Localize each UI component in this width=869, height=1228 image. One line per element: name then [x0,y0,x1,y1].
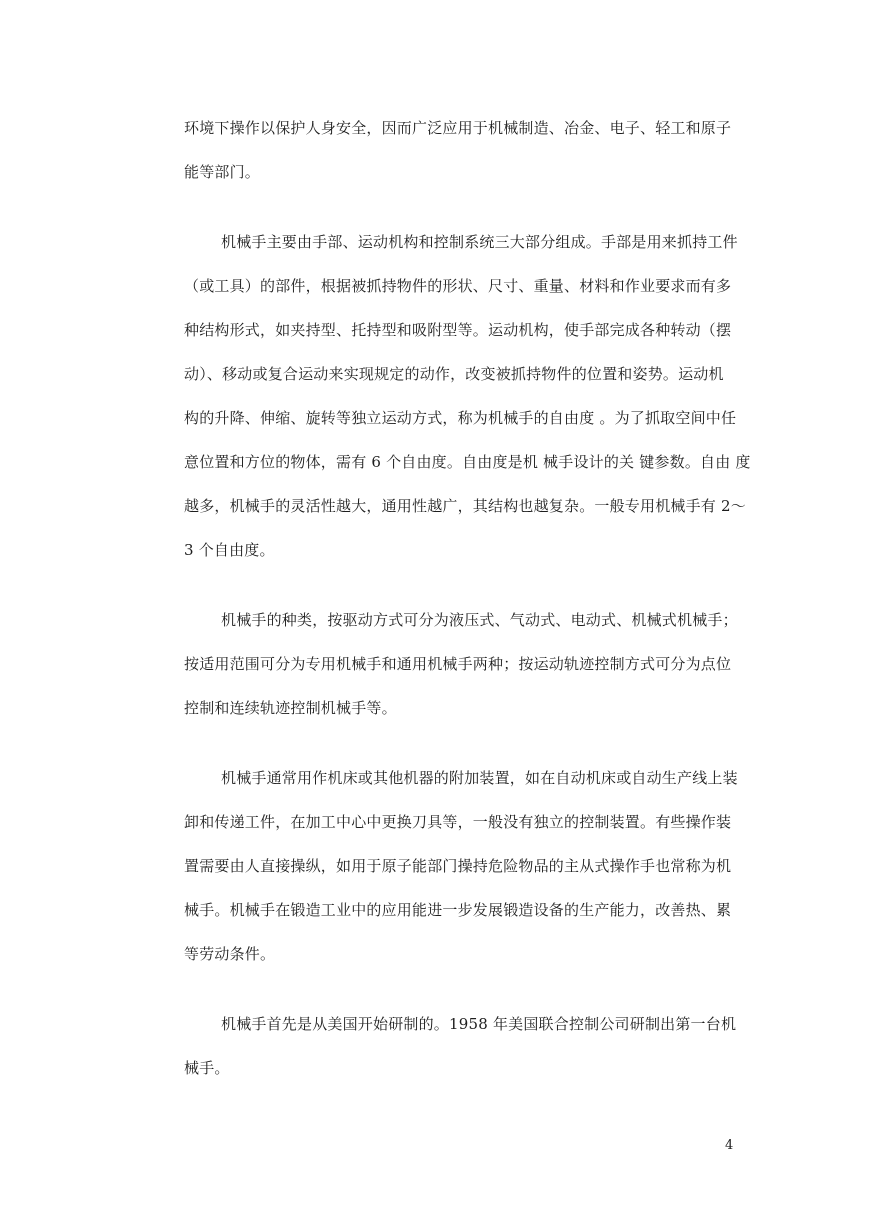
paragraph-2-line-4: 动）、移动或复合运动来实现规定的动作，改变被抓持物件的位置和姿势。运动机 [184,365,724,383]
paragraph-2-line-3: 种结构形式，如夹持型、托持型和吸附型等。运动机构，使手部完成各种转动（摆 [184,321,732,339]
paragraph-4-line-1: 机械手通常用作机床或其他机器的附加装置，如在自动机床或自动生产线上装 [221,769,738,787]
paragraph-4-line-2: 卸和传递工件，在加工中心中更换刀具等，一般没有独立的控制装置。有些操作装 [184,813,732,831]
paragraph-4-line-3: 置需要由人直接操纵，如用于原子能部门操持危险物品的主从式操作手也常称为机 [184,857,732,875]
paragraph-4-line-5: 等劳动条件。 [184,945,276,963]
paragraph-2-line-6: 意位置和方位的物体，需有 6 个自由度。自由度是机 械手设计的关 键参数。自由 度 [184,453,751,471]
paragraph-2-line-2: （或工具）的部件，根据被抓持物件的形状、尺寸、重量、材料和作业要求而有多 [184,277,732,295]
paragraph-4-line-4: 械手。机械手在锻造工业中的应用能进一步发展锻造设备的生产能力，改善热、累 [184,901,732,919]
page-number: 4 [725,1138,734,1153]
paragraph-1-line-1: 环境下操作以保护人身安全，因而广泛应用于机械制造、冶金、电子、轻工和原子 [184,119,732,137]
paragraph-2-line-8: 3 个自由度。 [184,541,275,559]
paragraph-5-line-2: 械手。 [184,1059,230,1077]
paragraph-2-line-7: 越多，机械手的灵活性越大，通用性越广，其结构也越复杂。一般专用机械手有 2～ [184,497,746,515]
paragraph-2-line-1: 机械手主要由手部、运动机构和控制系统三大部分组成。手部是用来抓持工件 [221,233,738,251]
paragraph-3-line-1: 机械手的种类，按驱动方式可分为液压式、气动式、电动式、机械式机械手； [221,611,738,629]
paragraph-3-line-2: 按适用范围可分为专用机械手和通用机械手两种；按运动轨迹控制方式可分为点位 [184,655,732,673]
paragraph-2-line-5: 构的升降、伸缩、旋转等独立运动方式，称为机械手的自由度 。为了抓取空间中任 [184,409,737,427]
paragraph-5-line-1: 机械手首先是从美国开始研制的。1958 年美国联合控制公司研制出第一台机 [221,1015,737,1033]
paragraph-1-line-2: 能等部门。 [184,163,261,181]
paragraph-3-line-3: 控制和连续轨迹控制机械手等。 [184,699,397,717]
